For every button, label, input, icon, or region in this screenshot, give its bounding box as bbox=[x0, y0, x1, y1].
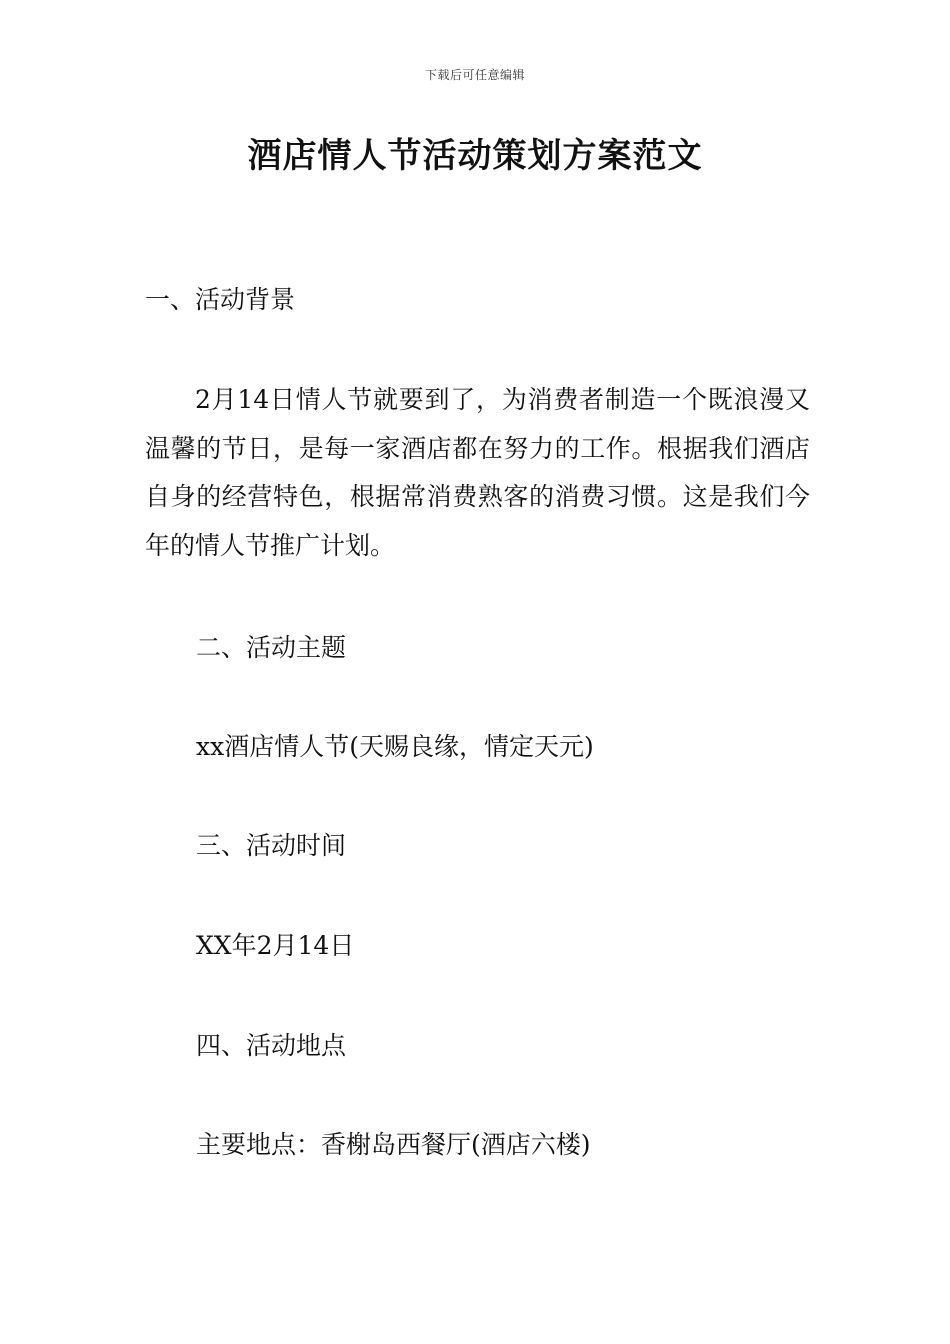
section-body-time: XX年2月14日 bbox=[196, 931, 355, 960]
section-body-background: 2月14日情人节就要到了，为消费者制造一个既浪漫又温馨的节日，是每一家酒店都在努力的工作。根据我们酒店自身的经营特色，根据常消费熟客的消费习惯。这是我们今年的情人节推广计划。 bbox=[145, 385, 810, 560]
section-heading-background: 一、活动背景 bbox=[145, 285, 296, 314]
section-heading-theme: 二、活动主题 bbox=[196, 633, 347, 662]
section-body-location: 主要地点：香榭岛西餐厅(酒店六楼) bbox=[196, 1130, 591, 1159]
section-heading-location: 四、活动地点 bbox=[196, 1031, 347, 1060]
section-heading-time: 三、活动时间 bbox=[196, 831, 347, 860]
header-note: 下载后可任意编辑 bbox=[424, 68, 525, 82]
section-body-theme: xx酒店情人节(天赐良缘，情定天元) bbox=[196, 732, 594, 761]
document-title: 酒店情人节活动策划方案范文 bbox=[247, 136, 703, 176]
